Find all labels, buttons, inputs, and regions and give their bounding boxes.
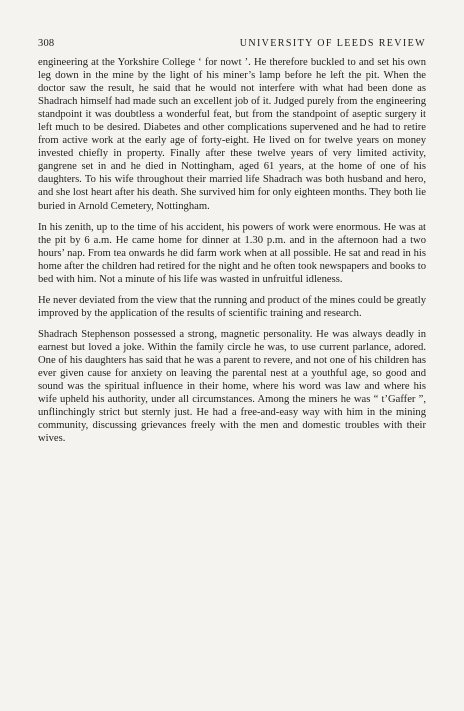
page-number: 308 <box>38 38 55 49</box>
paragraph-3: He never deviated from the view that the running and product of the mines could be greatly improved by the application of the results of scientific training and research. <box>38 294 426 319</box>
paragraph-4: Shadrach Stephenson possessed a strong, magnetic personality. He was always deadly in earnest but loved a joke. Within the family circle he was, to use current parlance, adored. One of his daughters has said that he was a parent to revere, and not one of his children has ever given cause for anxiety on leaving the parental nest at a youthful age, so good and sound was the spiritual influence in their home, where his word was law and where his wife upheld his authority, under all circumstances. Among the miners he was “ t’Gaffer ”, unflinchingly strict but sternly just. He had a free-and-easy way with him in the mining community, discussing grievances freely with the men and domestic troubles with their wives. <box>38 328 426 445</box>
page-header <box>38 38 426 49</box>
running-head: UNIVERSITY OF LEEDS REVIEW <box>239 38 426 49</box>
paragraph-2: In his zenith, up to the time of his accident, his powers of work were enormous. He was at the pit by 6 a.m. He came home for dinner at 1.30 p.m. and in the afternoon had a two hours’ nap. From tea onwards he did farm work when at all possible. He sat and read in his home after the children had retired for the night and he often took newspapers and books to bed with him. Not a minute of his life was wasted in unfruitful idleness. <box>38 221 426 285</box>
paragraph-1: engineering at the Yorkshire College ‘ for nowt ’. He therefore buckled to and set his own leg down in the mine by the light of his miner’s lamp before he left the pit. When the doctor saw the result, he said that he would not interfere with what had been done as Shadrach himself had made such an excellent job of it. Judged purely from the engineering standpoint it was doubtless a wonderful feat, but from the standpoint of aseptic surgery it left much to be desired. Diabetes and other complications supervened and he had to retire from active work at the early age of forty-eight. He lived on for twelve years on money invested chiefly in property. Finally after these twelve years of very limited activity, gangrene set in and he died in Nottingham, aged 61 years, at the home of one of his daughters. To his wife throughout their married life Shadrach was both husband and hero, and she lost heart after his death. She survived him for only eighteen months. They both lie buried in Arnold Cemetery, Nottingham. <box>38 57 426 212</box>
body-text <box>38 56 426 445</box>
